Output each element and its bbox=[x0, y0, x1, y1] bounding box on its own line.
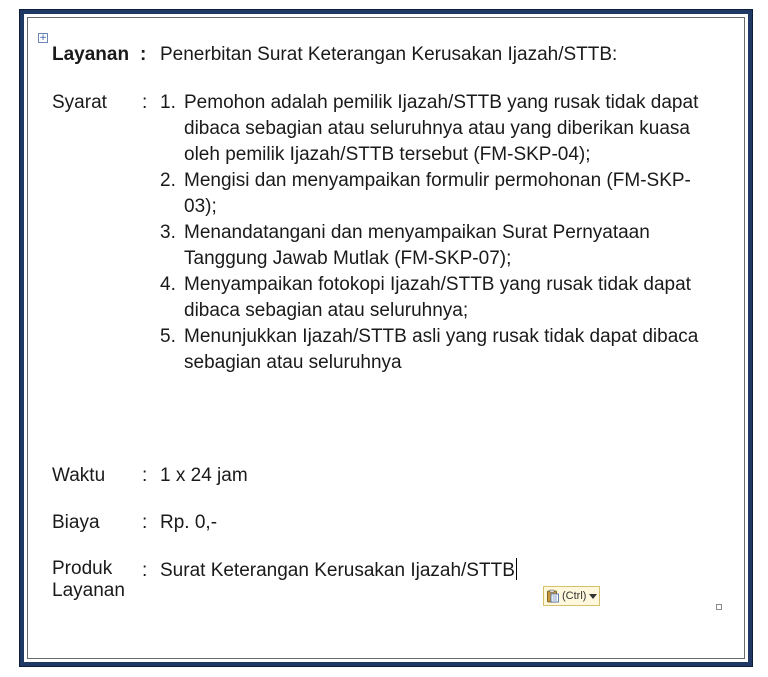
table-resize-handle-icon[interactable] bbox=[716, 604, 722, 610]
waktu-colon: : bbox=[142, 465, 148, 486]
list-item-text: Menandatangani dan menyampaikan Surat Pernyataan Tanggung Jawab Mutlak (FM-SKP-07); bbox=[184, 222, 650, 269]
biaya-colon: : bbox=[142, 512, 148, 533]
syarat-list bbox=[160, 90, 700, 376]
waktu-value: 1 x 24 jam bbox=[160, 465, 248, 486]
paste-options-label: (Ctrl) bbox=[562, 590, 587, 602]
layanan-colon: : bbox=[140, 44, 147, 65]
clipboard-icon bbox=[546, 589, 560, 603]
list-item bbox=[160, 272, 700, 324]
list-item bbox=[160, 220, 700, 272]
produk-label bbox=[52, 558, 140, 602]
list-item-number: 2. bbox=[160, 170, 176, 191]
list-item bbox=[160, 168, 700, 220]
biaya-value: Rp. 0,- bbox=[160, 512, 218, 533]
list-item-text: Menunjukkan Ijazah/STTB asli yang rusak tidak dapat dibaca sebagian atau seluruhnya bbox=[184, 326, 699, 373]
waktu-row bbox=[52, 463, 692, 489]
text-cursor bbox=[516, 558, 517, 580]
chevron-down-icon bbox=[589, 594, 597, 599]
biaya-row bbox=[52, 510, 692, 536]
produk-colon: : bbox=[142, 560, 148, 581]
syarat-row bbox=[52, 90, 712, 420]
produk-label-line1: Produk bbox=[52, 558, 113, 579]
produk-value-container[interactable] bbox=[160, 558, 517, 584]
list-item-number: 1. bbox=[160, 92, 176, 113]
layanan-row bbox=[52, 42, 692, 68]
produk-value: Surat Keterangan Kerusakan Ijazah/STTB bbox=[160, 560, 515, 581]
syarat-label: Syarat bbox=[52, 92, 107, 113]
table-move-handle-icon[interactable]: + bbox=[39, 33, 47, 43]
list-item-number: 3. bbox=[160, 222, 176, 243]
list-item-number: 5. bbox=[160, 326, 176, 347]
list-item bbox=[160, 324, 700, 376]
list-item-text: Menyampaikan fotokopi Ijazah/STTB yang rusak tidak dapat dibaca sebagian atau seluruhnya; bbox=[184, 274, 691, 321]
produk-label-line2: Layanan bbox=[52, 580, 125, 601]
list-item-text: Mengisi dan menyampaikan formulir permohonan (FM-SKP-03); bbox=[184, 170, 691, 217]
list-item-number: 4. bbox=[160, 274, 176, 295]
layanan-label: Layanan bbox=[52, 44, 130, 65]
layanan-value: Penerbitan Surat Keterangan Kerusakan Ijazah/STTB: bbox=[160, 44, 618, 65]
paste-options-button[interactable] bbox=[543, 586, 600, 606]
list-item bbox=[160, 90, 700, 168]
list-item-text: Pemohon adalah pemilik Ijazah/STTB yang rusak tidak dapat dibaca sebagian atau seluruhnya atau yang diberikan kuasa oleh pemilik Ijazah/STTB tersebut (FM-SKP-04); bbox=[184, 92, 699, 165]
waktu-label: Waktu bbox=[52, 465, 106, 486]
biaya-label: Biaya bbox=[52, 512, 100, 533]
syarat-colon: : bbox=[142, 92, 148, 113]
